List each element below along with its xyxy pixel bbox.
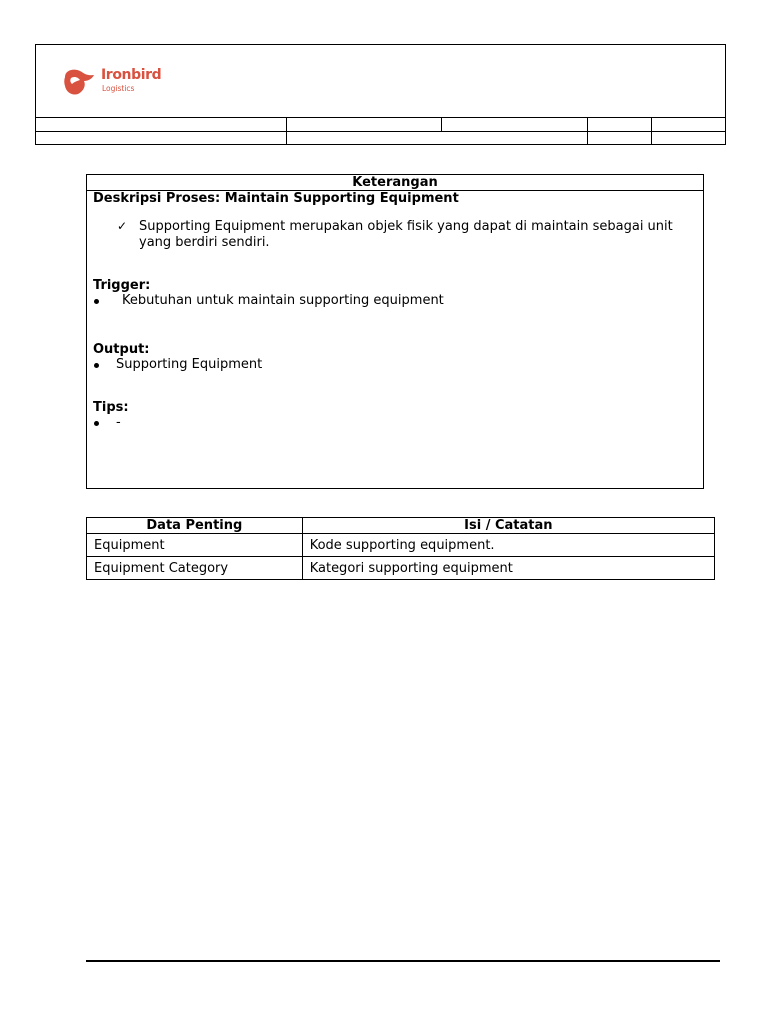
table-row — [87, 557, 715, 580]
trigger-label: Trigger: — [93, 278, 151, 293]
header-grid-divider — [441, 117, 442, 131]
document-header — [35, 44, 726, 145]
table-cell: Equipment — [87, 534, 303, 557]
process-description: Deskripsi Proses: Maintain Supporting Equipment — [93, 191, 459, 206]
description-line-2: yang berdiri sendiri. — [139, 235, 270, 250]
bird-logo-icon — [62, 67, 98, 97]
header-grid-divider — [587, 117, 588, 145]
footer-divider — [86, 960, 720, 962]
tips-item: - — [116, 415, 121, 430]
table-header-row — [87, 518, 715, 534]
company-logo — [62, 65, 172, 99]
bullet-icon — [94, 299, 99, 304]
table-row — [87, 534, 715, 557]
column-header: Isi / Catatan — [302, 518, 714, 534]
header-grid-divider — [286, 117, 287, 145]
tips-label: Tips: — [93, 400, 129, 415]
output-item: Supporting Equipment — [116, 357, 263, 372]
table-cell: Kode supporting equipment. — [302, 534, 714, 557]
header-grid-line — [36, 131, 725, 132]
table-cell: Kategori supporting equipment — [302, 557, 714, 580]
header-grid-divider — [651, 117, 652, 145]
bullet-icon — [94, 363, 99, 368]
checkmark-icon: ✓ — [117, 219, 128, 233]
output-label: Output: — [93, 342, 150, 357]
column-header: Data Penting — [87, 518, 303, 534]
header-grid-line — [36, 117, 725, 118]
logo-subtitle: Logistics — [102, 84, 135, 93]
description-line-1: Supporting Equipment merupakan objek fisik yang dapat di maintain sebagai unit — [139, 219, 673, 234]
bullet-icon — [94, 421, 99, 426]
logo-wordmark: Ironbird — [101, 67, 162, 83]
keterangan-title: Keterangan — [87, 175, 703, 191]
table-cell: Equipment Category — [87, 557, 303, 580]
data-penting-table — [86, 517, 715, 580]
trigger-item: Kebutuhan untuk maintain supporting equipment — [122, 293, 444, 308]
keterangan-box — [86, 174, 704, 489]
